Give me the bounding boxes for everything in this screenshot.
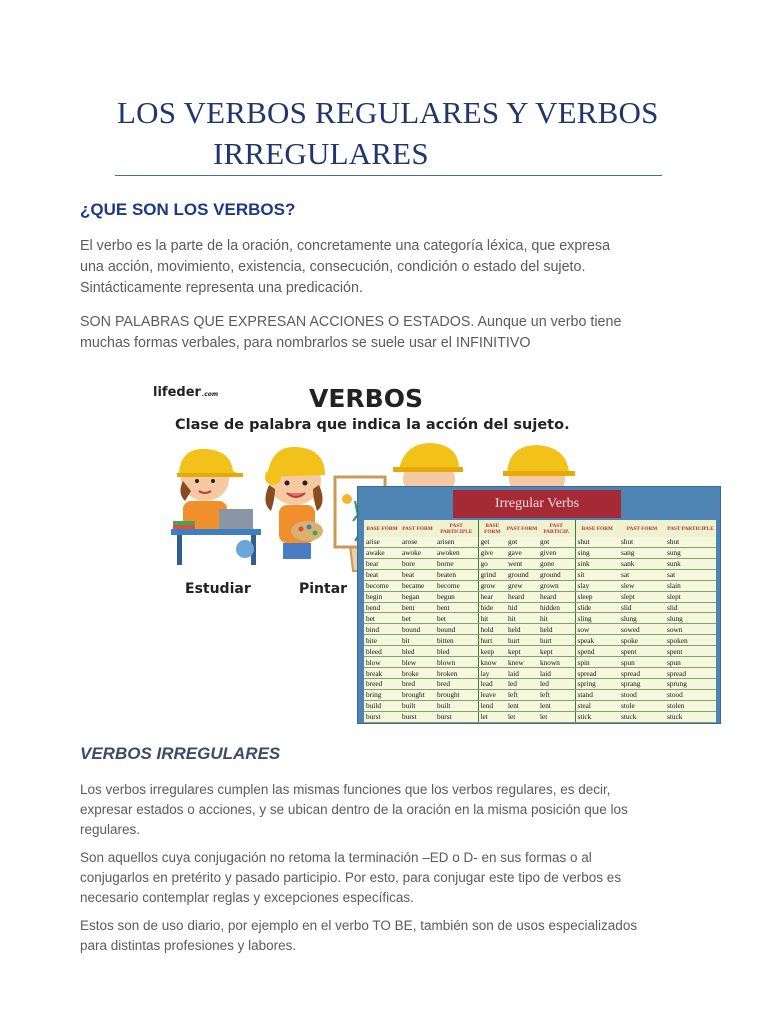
table-cell: speak [575, 635, 619, 646]
table-cell: bite [364, 635, 400, 646]
table-cell: sprung [665, 678, 716, 689]
table-cell: keep [478, 646, 506, 657]
table-cell: break [364, 668, 400, 679]
text-line: Sintácticamente representa una predicación. [80, 280, 363, 296]
table-row [364, 624, 716, 635]
paragraph-acciones [80, 312, 680, 354]
table-cell: get [478, 537, 506, 547]
table-cell: hurt [478, 635, 506, 646]
table-cell: left [538, 689, 575, 700]
table-header-cell: PAST FORM [619, 520, 665, 537]
table-cell: stolen [665, 700, 716, 711]
table-cell: bent [400, 602, 435, 613]
table-cell: sowed [619, 624, 665, 635]
table-cell: sit [575, 569, 619, 580]
table-cell: spread [665, 668, 716, 679]
irregular-verbs-table [357, 486, 721, 724]
table-cell: hit [506, 613, 538, 624]
table-cell: brought [435, 689, 478, 700]
label-estudiar: Estudiar [185, 581, 251, 597]
table-cell: build [364, 700, 400, 711]
table-cell: arose [400, 537, 435, 547]
table-cell: hide [478, 602, 506, 613]
table-cell: blow [364, 657, 400, 668]
text-line: necesario contemplar reglas y excepciones específicas. [80, 890, 414, 905]
table-header-cell: PAST FORM [400, 520, 435, 537]
table-cell: lent [506, 700, 538, 711]
text-line: SON PALABRAS QUE EXPRESAN ACCIONES O ESTADOS. Aunque un verbo tiene [80, 314, 622, 330]
table-cell: bent [435, 602, 478, 613]
paragraph-irregulares-2 [80, 848, 680, 908]
table-row [364, 711, 716, 722]
title-line-1: LOS VERBOS REGULARES Y VERBOS [117, 95, 659, 130]
text-line: expresar estados o acciones, y se ubican dentro de la oración en la misma posición que los [80, 802, 628, 817]
title-line-2: IRREGULARES [213, 136, 429, 171]
table-cell: hit [538, 613, 575, 624]
table-cell: built [400, 700, 435, 711]
table-cell: went [506, 558, 538, 569]
table-cell: sat [619, 569, 665, 580]
table-cell: arise [364, 537, 400, 547]
table-cell: led [538, 678, 575, 689]
paragraph-irregulares-3 [80, 916, 680, 956]
table-cell: stood [619, 689, 665, 700]
table-cell: spring [575, 678, 619, 689]
table-cell: hold [478, 624, 506, 635]
table-row [364, 700, 716, 711]
text-line: para distintas profesiones y labores. [80, 938, 297, 953]
table-cell: bear [364, 558, 400, 569]
table-row [364, 591, 716, 602]
text-line: El verbo es la parte de la oración, concretamente una categoría léxica, que expresa [80, 238, 611, 254]
table-cell: left [506, 689, 538, 700]
table-cell: bled [435, 646, 478, 657]
table-cell: spoken [665, 635, 716, 646]
table-cell: slid [665, 602, 716, 613]
table-cell: slew [619, 580, 665, 591]
paragraph-irregulares-1 [80, 780, 680, 840]
irregular-verbs-grid [364, 520, 716, 723]
table-cell: lent [538, 700, 575, 711]
table-cell: bound [400, 624, 435, 635]
table-cell: stood [665, 689, 716, 700]
table-cell: laid [506, 668, 538, 679]
table-cell: spend [575, 646, 619, 657]
table-cell: let [478, 711, 506, 722]
table-row [364, 558, 716, 569]
table-cell: bleed [364, 646, 400, 657]
table-cell: bet [364, 613, 400, 624]
text-line: Son aquellos cuya conjugación no retoma la terminación –ED o D- en sus formas o al [80, 850, 592, 865]
table-cell: give [478, 547, 506, 558]
table-cell: slept [665, 591, 716, 602]
table-cell: given [538, 547, 575, 558]
table-cell: held [538, 624, 575, 635]
table-cell: begin [364, 591, 400, 602]
table-cell: held [506, 624, 538, 635]
table-cell: gone [538, 558, 575, 569]
table-cell: spent [665, 646, 716, 657]
table-cell: hurt [506, 635, 538, 646]
table-cell: know [478, 657, 506, 668]
table-cell: go [478, 558, 506, 569]
table-header-cell: BASE FORM [575, 520, 619, 537]
table-cell: bind [364, 624, 400, 635]
table-cell: hidden [538, 602, 575, 613]
table-cell: spun [665, 657, 716, 668]
table-cell: beaten [435, 569, 478, 580]
text-line: Estos son de uso diario, por ejemplo en el verbo TO BE, también son de usos especializados [80, 918, 638, 933]
table-cell: stuck [619, 711, 665, 722]
table-row [364, 602, 716, 613]
table-cell: bring [364, 689, 400, 700]
table-cell: sink [575, 558, 619, 569]
table-cell: sing [575, 547, 619, 558]
table-cell: ground [538, 569, 575, 580]
table-row [364, 646, 716, 657]
table-cell: spread [575, 668, 619, 679]
table-cell: spun [619, 657, 665, 668]
table-cell: kept [538, 646, 575, 657]
studying-kid-icon [171, 449, 261, 565]
table-row [364, 689, 716, 700]
table-cell: stole [619, 700, 665, 711]
table-cell: slain [665, 580, 716, 591]
section-heading-que-son: ¿QUE SON LOS VERBOS? [80, 200, 296, 219]
paragraph-definition [80, 236, 680, 299]
table-cell: sang [619, 547, 665, 558]
table-cell: stuck [665, 711, 716, 722]
table-cell: began [400, 591, 435, 602]
table-cell: heard [538, 591, 575, 602]
table-cell: sat [665, 569, 716, 580]
table-cell: sown [665, 624, 716, 635]
table-row [364, 547, 716, 558]
table-cell: sprang [619, 678, 665, 689]
table-header-cell: BASE FORM [364, 520, 400, 537]
table-cell: led [506, 678, 538, 689]
table-header-cell: PAST PARTICIP. [538, 520, 575, 537]
table-row [364, 668, 716, 679]
table-cell: grown [538, 580, 575, 591]
table-cell: sunk [665, 558, 716, 569]
table-cell: leave [478, 689, 506, 700]
table-cell: burst [400, 711, 435, 722]
table-cell: built [435, 700, 478, 711]
table-cell: awoken [435, 547, 478, 558]
table-cell: burst [364, 711, 400, 722]
table-cell: bound [435, 624, 478, 635]
table-cell: bled [400, 646, 435, 657]
table-cell: become [364, 580, 400, 591]
table-row [364, 580, 716, 591]
table-cell: awoke [400, 547, 435, 558]
table-cell: beat [364, 569, 400, 580]
table-cell: knew [506, 657, 538, 668]
table-cell: bitten [435, 635, 478, 646]
table-cell: grind [478, 569, 506, 580]
table-cell: sung [665, 547, 716, 558]
table-cell: slung [665, 613, 716, 624]
table-cell: sow [575, 624, 619, 635]
table-cell: slept [619, 591, 665, 602]
title-divider [115, 175, 662, 176]
text-line: una acción, movimiento, existencia, consecución, condición o estado del sujeto. [80, 259, 586, 275]
table-cell: hurt [538, 635, 575, 646]
lifeder-logo: lifeder.com [153, 385, 219, 400]
table-row [364, 657, 716, 668]
table-cell: bend [364, 602, 400, 613]
table-cell: grew [506, 580, 538, 591]
table-cell: spread [619, 668, 665, 679]
table-cell: bet [400, 613, 435, 624]
table-cell: arisen [435, 537, 478, 547]
table-cell: broken [435, 668, 478, 679]
table-cell: broke [400, 668, 435, 679]
table-header-cell: PAST FORM [506, 520, 538, 537]
table-cell: ground [506, 569, 538, 580]
text-line: regulares. [80, 822, 141, 837]
table-cell: shut [619, 537, 665, 547]
text-line: muchas formas verbales, para nombrarlos se suele usar el INFINITIVO [80, 335, 531, 351]
table-cell: kept [506, 646, 538, 657]
table-cell: bit [400, 635, 435, 646]
table-cell: spoke [619, 635, 665, 646]
table-cell: hid [506, 602, 538, 613]
table-cell: beat [400, 569, 435, 580]
table-cell: let [506, 711, 538, 722]
table-header-cell: PAST PARTICIPLE [435, 520, 478, 537]
table-cell: sank [619, 558, 665, 569]
table-cell: let [538, 711, 575, 722]
table-cell: steal [575, 700, 619, 711]
table-cell: got [538, 537, 575, 547]
table-cell: slay [575, 580, 619, 591]
table-cell: slide [575, 602, 619, 613]
table-cell: bore [400, 558, 435, 569]
table-cell: laid [538, 668, 575, 679]
table-header-row [364, 520, 716, 537]
table-cell: bred [435, 678, 478, 689]
table-cell: burst [435, 711, 478, 722]
table-cell: lay [478, 668, 506, 679]
table-cell: lend [478, 700, 506, 711]
table-cell: stand [575, 689, 619, 700]
illustration-title: VERBOS [309, 384, 423, 413]
table-header-cell: BASE FORM [478, 520, 506, 537]
table-cell: hear [478, 591, 506, 602]
table-cell: borne [435, 558, 478, 569]
table-cell: known [538, 657, 575, 668]
table-cell: breed [364, 678, 400, 689]
table-cell: shut [665, 537, 716, 547]
table-row [364, 569, 716, 580]
table-cell: brought [400, 689, 435, 700]
table-cell: hit [478, 613, 506, 624]
table-cell: awake [364, 547, 400, 558]
table-cell: heard [506, 591, 538, 602]
text-line: conjugarlos en pretérito y pasado participio. Por esto, para conjugar este tipo de verbos es [80, 870, 622, 885]
table-cell: begun [435, 591, 478, 602]
table-cell: slung [619, 613, 665, 624]
table-cell: spent [619, 646, 665, 657]
label-pintar: Pintar [299, 581, 348, 597]
table-cell: sling [575, 613, 619, 624]
table-cell: sleep [575, 591, 619, 602]
illustration-subtitle: Clase de palabra que indica la acción del sujeto. [175, 417, 570, 433]
table-cell: slid [619, 602, 665, 613]
table-cell: lead [478, 678, 506, 689]
table-cell: become [435, 580, 478, 591]
table-cell: bred [400, 678, 435, 689]
text-line: Los verbos irregulares cumplen las mismas funciones que los verbos regulares, es decir, [80, 782, 611, 797]
section-heading-verbos-irregulares: VERBOS IRREGULARES [80, 744, 281, 763]
table-cell: bet [435, 613, 478, 624]
table-row [364, 635, 716, 646]
table-row [364, 613, 716, 624]
table-row [364, 537, 716, 547]
table-row [364, 678, 716, 689]
table-cell: shut [575, 537, 619, 547]
table-cell: gave [506, 547, 538, 558]
table-cell: became [400, 580, 435, 591]
table-cell: blown [435, 657, 478, 668]
table-cell: got [506, 537, 538, 547]
table-cell: blew [400, 657, 435, 668]
table-header-cell: PAST PARTICIPLE [665, 520, 716, 537]
table-cell: grow [478, 580, 506, 591]
table-cell: spin [575, 657, 619, 668]
table-cell: stick [575, 711, 619, 722]
irregular-verbs-title: Irregular Verbs [453, 490, 621, 518]
